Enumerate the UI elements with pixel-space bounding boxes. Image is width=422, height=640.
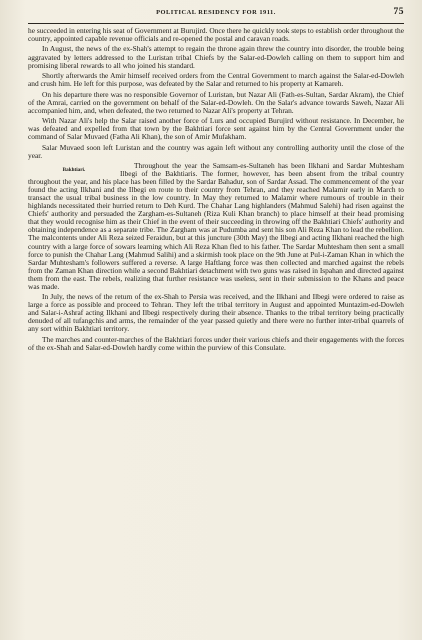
paragraph: Salar Muvaed soon left Luristan and the country was again left without any controlling authority until the close of the year. [28, 142, 404, 160]
paragraph: he succeeded in entering his seat of Government at Burujird. Once there he quickly took steps to establish order throughout the country, appointed capable revenue officials and re-opened the postal and caravan roads. [28, 26, 404, 44]
paragraph: The marches and counter-marches of the Bakhtiari forces under their various chiefs and their engagements with the forces of the ex-Shah and Salar-ed-Dowleh hardly come within the purview of this Consulate. [28, 334, 404, 352]
page-number: 75 [393, 7, 404, 17]
page-header [28, 9, 404, 23]
header-rule [28, 23, 404, 24]
body-text [28, 27, 404, 352]
paragraph: Shortly afterwards the Amir himself received orders from the Central Government to march against the Salar-ed-Dowleh and crush him. He left for this purpose, was defeated by the Salar and returned to his property at Kamareh. [28, 71, 404, 89]
running-title: POLITICAL RESIDENCY FOR 1911. [156, 9, 276, 16]
margin-sidenote: Bakhtiari. [62, 167, 86, 174]
paragraph: Throughout the year the Samsam-es-Sultaneh has been Ilkhani and Sardar Muhtesham Ilbegi of the Bakhtiaris. The former, however, has been absent from the tribal country throughout the year, and his place has been filled by the Sardar Bahadur, son of Sardar Assad. The commencement of the year found the acting Ilkhani and the Ilbegi en route to their country from Tehran, and they reached Malamir early in March to transact the usual tribal business in the low country. In May they returned to Malamir where rumours of trouble in their highlands necessitated their hurried return to Deh Kurd. The Chahar Lang highlanders (Mahmud Salehi) had risen against the Chiefs' authority and persuaded the Zargham-es-Sultaneh (Riza Kuli Khan branch) to place himself at their head promising that they would recognise him as their Chief in the event of their succeeding in throwing off the Bakhtiari Chiefs' authority and obtaining independence as a separate tribe. The Zargham was at Pudumba and sent his son Ali Reza Khan to lead the rebellion. The malcontents under Ali Reza seized Feraidun, but at this juncture (30th May) the Ilbegi and acting Ilkhani reached the high country with a large force of sowars learning which Ali Reza Khan fled to his father. The Sardar Muhtesham then sent a small force to punish the Chahar Lang (Mahmud Salihi) and a skirmish took place on the 9th June at Pul-i-Zaman Khan in which the Sardar Muhtesham's followers suffered a reverse. A large Haftlang force was then collected and marched against the rebels from the Zaman Khan direction while a second Bakhtiari detachment with two guns was raised in Ispahan and directed against them from the east. The rebels, realizing that further resistance was useless, sent in their submission to the Khans and peace was made. [28, 161, 404, 291]
paragraph: On his departure there was no responsible Governor of Luristan, but Nazar Ali (Fath-es-Sultan, Sardar Akram), the Chief of the Amrai, carried on the government on behalf of the Salar-ed-Dowleh. On the Salar's advance towards Saweh, Nazar Ali accompanied him, and, when defeated, the two returned to Nazar Ali's property at Tehran. [28, 89, 404, 115]
paragraph: In July, the news of the return of the ex-Shah to Persia was received, and the Ilkhani and Ilbegi were ordered to raise as large a force as possible and proceed to Tehran. They left the tribal territory in August and appointed Muntazim-ed-Dowleh and Salar-i-Ashraf acting Ilkhani and Ilbegi respectively during their absence. Thanks to the tribal territory being practically denuded of all tufangchis and arms, the remainder of the year passed quietly and there were no further inter-tribal quarrels of any sort within Bakhtiari territory. [28, 292, 404, 334]
paragraph: In August, the news of the ex-Shah's attempt to regain the throne again threw the country into disorder, the trouble being aggravated by letters addressed to the Luristan tribal Chiefs by the Salar-ed-Dowleh calling on them to support him and promising liberal rewards to all who joined his standard. [28, 44, 404, 70]
paragraph: With Nazar Ali's help the Salar raised another force of Lurs and occupied Burujird without resistance. In December, he was defeated and expelled from that town by the Bakhtiari force sent against him by the Central Government under the command of Salar Muvaed (Fatha Ali Khan), the son of Amir Mufakham. [28, 116, 404, 142]
